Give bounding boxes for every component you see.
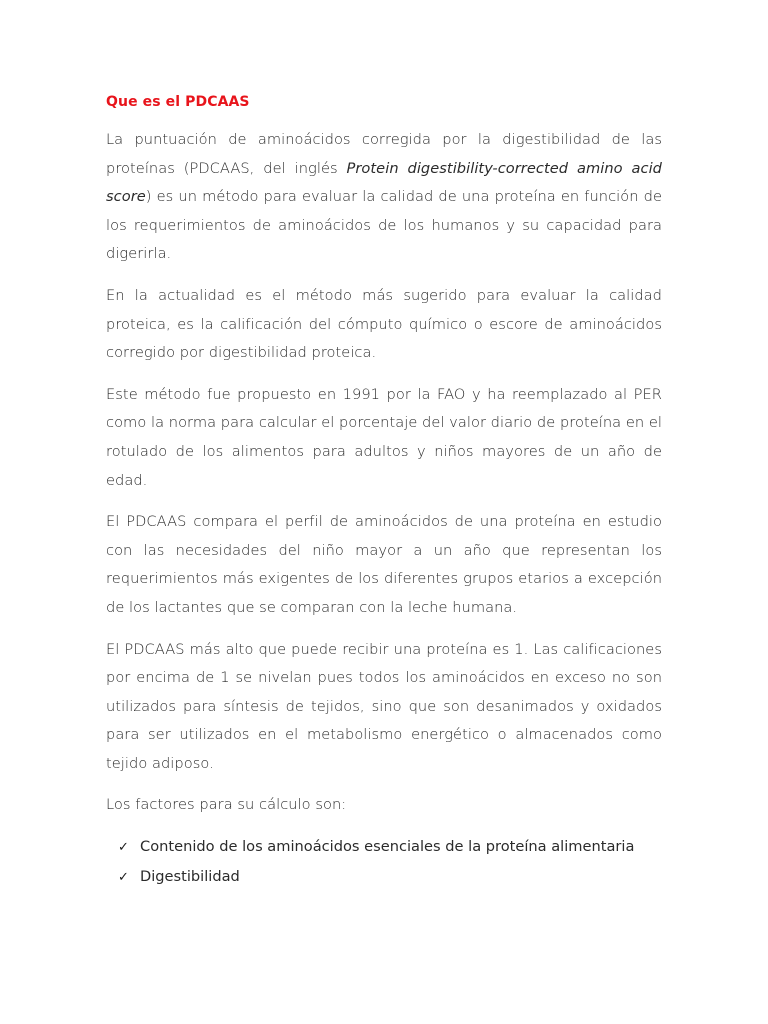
paragraph-current-use: En la actualidad es el método más sugerido para evaluar la calidad proteica, es la calificación del cómputo químico o escore de aminoácidos corregido por digestibilidad proteica. bbox=[106, 286, 662, 362]
list-item-label: Digestibilidad bbox=[140, 867, 240, 885]
paragraph-comparison: El PDCAAS compara el perfil de aminoácidos de una proteína en estudio con las necesidades del niño mayor a un año que representan los requerimientos más exigentes de los diferentes grupos etarios a excepción de los lactantes que se comparan con la leche humana. bbox=[106, 513, 662, 616]
english-term: Protein digestibility-corrected amino acid score bbox=[106, 159, 662, 206]
paragraph-history: Este método fue propuesto en 1991 por la FAO y ha reemplazado al PER como la norma para calcular el porcentaje del valor diario de proteína en el rotulado de los alimentos para adultos y niños mayores de un año de edad. bbox=[106, 385, 663, 489]
document-page bbox=[106, 92, 662, 892]
paragraph-definition-start: La puntuación de aminoácidos corregida por la digestibilidad de las proteínas (PDCAAS, del inglés bbox=[106, 131, 662, 177]
paragraph-definition-end: ) es un método para evaluar la calidad de una proteína en función de los requerimientos de aminoácidos de los humanos y su capacidad para digerirla. bbox=[106, 188, 662, 263]
list-item bbox=[118, 833, 662, 863]
list-item bbox=[118, 863, 662, 893]
check-icon: ✓ bbox=[118, 840, 129, 856]
paragraph-max-score: El PDCAAS más alto que puede recibir una proteína es 1. Las calificaciones por encima de 1 se nivelan pues todos los aminoácidos en exceso no son utilizados para síntesis de tejidos, sino que son desanimados y oxidados para ser utilizados en el metabolismo energético o almacenados como tejido adiposo. bbox=[106, 640, 662, 772]
section-heading: Que es el PDCAAS bbox=[106, 94, 250, 110]
check-icon: ✓ bbox=[118, 869, 129, 885]
paragraph-definition bbox=[106, 126, 662, 269]
factors-list bbox=[106, 833, 662, 892]
list-item-label: Contenido de los aminoácidos esenciales de la proteína alimentaria bbox=[140, 838, 635, 856]
paragraph-factors-intro: Los factores para su cálculo son: bbox=[106, 796, 347, 814]
